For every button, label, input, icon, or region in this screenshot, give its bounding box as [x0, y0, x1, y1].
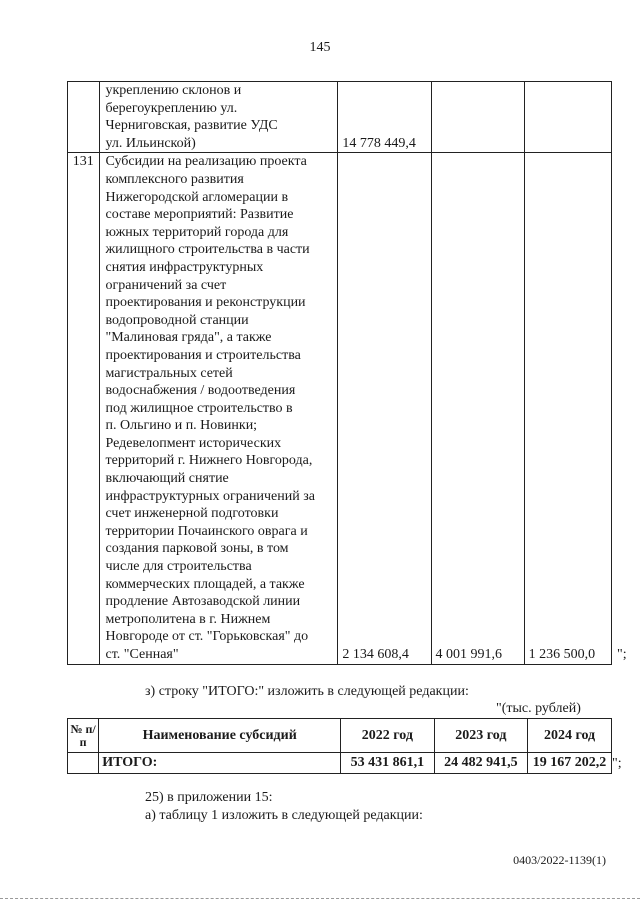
table-row — [68, 753, 612, 774]
value-2024-cell — [524, 82, 611, 153]
item-25-text: 25) в приложении 15: — [145, 790, 273, 805]
total-2022: 53 431 861,1 — [341, 753, 434, 774]
text-line: жилищного строительства в части — [105, 242, 310, 258]
text-line: метрополитена в г. Нижнем — [105, 611, 271, 627]
text-line: включающий снятие — [105, 471, 229, 487]
page-number: 145 — [309, 40, 331, 55]
header-2023: 2023 год — [434, 719, 527, 753]
table-header-row — [68, 719, 612, 753]
section-z-text: з) строку "ИТОГО:" изложить в следующей редакции: — [145, 684, 469, 699]
closing-quote-table2: "; — [612, 756, 622, 771]
text-line: под жилищное строительство в — [105, 400, 293, 416]
text-line: водоснабжения / водоотведения — [105, 383, 296, 399]
total-2024: 19 167 202,2 — [528, 753, 612, 774]
text-line: ст. "Сенная" — [105, 647, 179, 662]
text-line: коммерческих площадей, а также — [105, 576, 305, 592]
text-line: ограничений за счет — [105, 277, 227, 293]
text-line: "Малиновая гряда", а также — [105, 330, 272, 346]
value-2023-cell: 4 001 991,6 — [431, 153, 524, 664]
text-line: инфраструктурных ограничений за — [105, 488, 315, 504]
text-line: Редевелопмент исторических — [105, 435, 282, 451]
document-code: 0403/2022-1139(1) — [513, 853, 606, 867]
text-line: числе для строительства — [105, 559, 252, 575]
header-num: № п/п — [68, 719, 99, 753]
text-line: ул. Ильинской) — [105, 135, 196, 151]
text-line: проектирования и реконструкции — [105, 295, 306, 311]
header-2024: 2024 год — [528, 719, 612, 753]
value-2022-cell: 14 778 449,4 — [338, 82, 431, 153]
text-line: счет инженерной подготовки — [105, 506, 279, 522]
text-line: Черниговская, развитие УДС — [105, 118, 278, 134]
text-line: укреплению склонов и — [105, 83, 242, 98]
text-line: проектирования и строительства — [105, 347, 301, 363]
text-line: п. Ольгино и п. Новинки; — [105, 418, 258, 434]
text-line: снятия инфраструктурных — [105, 259, 264, 275]
text-line: территорий г. Нижнего Новгорода, — [105, 453, 313, 469]
units-note: "(тыс. рублей) — [496, 701, 581, 716]
header-2022: 2022 год — [341, 719, 434, 753]
text-line: создания парковой зоны, в том — [105, 541, 289, 557]
text-line: продление Автозаводской линии — [105, 594, 301, 610]
value-2023-cell — [431, 82, 524, 153]
total-2023: 24 482 941,5 — [434, 753, 527, 774]
table-row — [68, 153, 612, 664]
value-2022-cell: 2 134 608,4 — [338, 153, 431, 664]
text-line: Новгороде от ст. "Горьковская" до — [105, 629, 309, 645]
total-label: ИТОГО: — [99, 753, 341, 774]
total-table — [67, 718, 612, 774]
subsidy-name-cell — [99, 82, 338, 153]
value-2024-cell: 1 236 500,0 — [524, 153, 611, 664]
text-line: Нижегородской агломерации в — [105, 189, 289, 205]
total-num-cell — [68, 753, 99, 774]
text-line: южных территорий города для — [105, 224, 289, 240]
subsidy-name-text — [106, 82, 338, 152]
scan-edge-line — [0, 898, 640, 899]
table-row — [68, 82, 612, 153]
closing-quote-table1: "; — [617, 647, 627, 662]
text-line: Субсидии на реализацию проекта — [105, 154, 307, 170]
row-number-cell: 131 — [68, 153, 100, 664]
subsidy-name-cell — [99, 153, 338, 664]
header-name: Наименование субсидий — [99, 719, 341, 753]
subsidies-table-continuation — [67, 81, 612, 665]
row-number-cell — [68, 82, 100, 153]
item-a-text: а) таблицу 1 изложить в следующей редакции: — [145, 808, 423, 823]
text-line: территории Почаинского оврага и — [105, 523, 308, 539]
text-line: комплексного развития — [105, 171, 244, 187]
text-line: водопроводной станции — [105, 312, 249, 328]
subsidy-name-text — [106, 153, 338, 663]
text-line: составе мероприятий: Развитие — [105, 207, 294, 223]
text-line: магистральных сетей — [105, 365, 233, 381]
text-line: берегоукреплению ул. — [105, 100, 238, 116]
